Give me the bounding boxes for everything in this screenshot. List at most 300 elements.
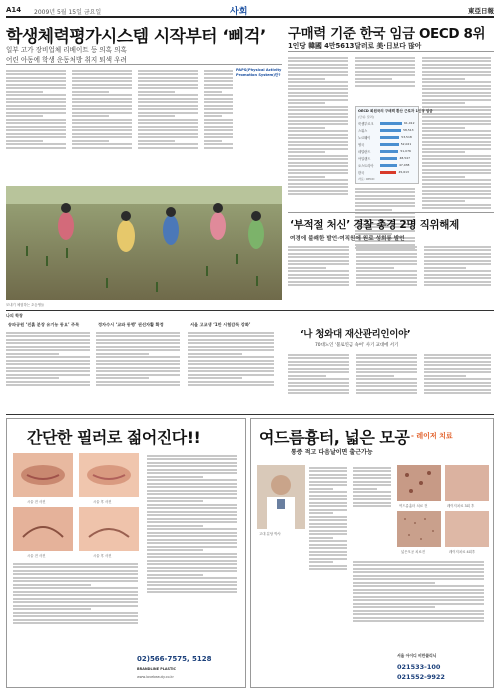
text-line <box>309 533 347 535</box>
text-line <box>309 551 347 553</box>
police-body-col-2 <box>356 244 420 304</box>
text-line <box>355 57 415 59</box>
text-line <box>288 92 348 94</box>
text-line <box>355 198 415 200</box>
text-line <box>138 119 198 121</box>
text-line <box>13 598 138 600</box>
text-line <box>6 360 90 362</box>
text-line <box>138 77 198 79</box>
text-line <box>353 498 391 500</box>
text-line <box>138 126 198 128</box>
text-line <box>309 512 333 514</box>
text-line <box>422 158 491 160</box>
text-line <box>188 342 274 344</box>
ad-label-1: 시술 전 사진 <box>27 500 46 504</box>
text-line <box>422 127 465 129</box>
ad-acne-text-2 <box>353 465 393 525</box>
text-line <box>288 141 348 143</box>
text-line <box>424 382 491 384</box>
text-line <box>188 367 274 369</box>
text-line <box>288 249 349 251</box>
text-line <box>147 490 237 492</box>
ad-label-4: 시술 후 사진 <box>93 554 112 558</box>
text-line <box>138 80 198 82</box>
text-line <box>147 539 237 541</box>
chart-category-label: 아일랜드 <box>358 157 371 161</box>
text-line <box>355 71 415 73</box>
text-line <box>356 364 417 366</box>
text-line <box>355 64 415 66</box>
text-line <box>288 130 348 132</box>
text-line <box>147 591 237 593</box>
text-line <box>96 363 180 365</box>
text-line <box>288 162 348 164</box>
text-line <box>204 108 233 110</box>
text-line <box>96 356 180 358</box>
text-line <box>355 85 415 87</box>
text-line <box>288 165 348 167</box>
text-line <box>204 147 233 149</box>
farm-photo <box>6 186 282 300</box>
text-line <box>6 77 66 79</box>
chart-bar <box>380 143 399 147</box>
text-line <box>422 190 491 192</box>
text-line <box>353 592 484 594</box>
text-line <box>422 92 491 94</box>
text-line <box>353 474 391 476</box>
text-line <box>138 112 198 114</box>
text-line <box>355 67 415 69</box>
text-line <box>72 140 109 142</box>
text-line <box>6 363 90 365</box>
text-line <box>147 483 237 485</box>
text-line <box>422 179 491 181</box>
acne-label-2: 레이저치료 3회 후 <box>447 504 475 508</box>
text-line <box>288 78 325 80</box>
text-line <box>6 367 90 369</box>
text-line <box>353 502 391 504</box>
text-line <box>355 205 415 207</box>
text-line <box>96 367 180 369</box>
police-body-col-1 <box>288 244 352 304</box>
text-line <box>309 523 347 525</box>
text-line <box>204 101 233 103</box>
text-line <box>147 476 203 478</box>
text-line <box>288 274 349 276</box>
text-line <box>422 116 491 118</box>
text-line <box>288 183 348 185</box>
text-line <box>353 578 484 580</box>
text-line <box>147 528 237 530</box>
chart-category-label: 룩셈부르크 <box>358 122 374 126</box>
section-title: 사회 <box>230 7 248 17</box>
text-line <box>147 514 237 516</box>
text-line <box>309 540 347 542</box>
text-line <box>188 335 274 337</box>
text-line <box>13 580 138 582</box>
text-line <box>288 137 348 139</box>
text-line <box>356 263 417 265</box>
text-line <box>288 277 349 279</box>
text-line <box>288 155 348 157</box>
text-line <box>288 57 348 59</box>
text-line <box>138 70 198 72</box>
text-line <box>356 270 417 272</box>
text-line <box>422 74 491 76</box>
text-line <box>288 371 349 373</box>
text-line <box>6 140 43 142</box>
farm-photo-illustration <box>6 186 282 300</box>
text-line <box>72 91 109 93</box>
chart-unit: (단위: 달러) <box>358 115 374 119</box>
text-line <box>6 70 66 72</box>
text-line <box>353 568 484 570</box>
text-line <box>288 71 348 73</box>
text-line <box>422 204 491 206</box>
text-line <box>356 375 394 377</box>
text-line <box>288 116 348 118</box>
text-line <box>188 384 274 386</box>
text-line <box>288 106 348 108</box>
text-line <box>353 470 391 472</box>
text-line <box>424 392 491 394</box>
fundraise-body-col-2 <box>356 352 420 412</box>
text-line <box>138 73 198 75</box>
page-header <box>6 4 494 18</box>
text-line <box>72 112 132 114</box>
text-line <box>353 596 484 598</box>
text-line <box>356 357 417 359</box>
text-line <box>288 144 348 146</box>
text-line <box>353 561 484 563</box>
text-line <box>288 176 325 178</box>
text-line <box>138 129 198 131</box>
pore-before-photo <box>397 511 441 547</box>
bottom-col1-text <box>6 330 94 410</box>
text-line <box>204 129 233 131</box>
text-line <box>188 349 274 351</box>
text-line <box>147 518 237 520</box>
text-line <box>288 357 349 359</box>
text-line <box>6 87 66 89</box>
text-line <box>204 73 233 75</box>
text-line <box>96 353 149 355</box>
text-line <box>6 143 66 145</box>
text-line <box>204 98 233 100</box>
text-line <box>147 511 237 513</box>
chart-value-label: 45,613 <box>398 170 409 174</box>
text-line <box>356 274 417 276</box>
text-line <box>204 94 233 96</box>
text-line <box>147 532 237 534</box>
text-line <box>288 256 349 258</box>
text-line <box>96 370 180 372</box>
chart-bar <box>380 164 397 168</box>
text-line <box>204 126 233 128</box>
text-line <box>309 544 347 546</box>
text-line <box>309 568 347 570</box>
text-line <box>288 85 348 87</box>
text-line <box>6 115 43 117</box>
wage-subheadline: 1인당 韓國 4만5613달러로 美·日보다 많아 <box>288 42 422 50</box>
text-line <box>353 505 391 507</box>
text-line <box>424 274 491 276</box>
text-line <box>147 553 237 555</box>
text-line <box>288 270 349 272</box>
text-line <box>422 155 491 157</box>
text-line <box>96 381 180 383</box>
text-line <box>204 70 233 72</box>
text-line <box>188 360 274 362</box>
text-line <box>424 249 491 251</box>
text-line <box>147 584 237 586</box>
text-line <box>138 147 198 149</box>
text-line <box>147 542 237 544</box>
ad-filler <box>6 418 246 688</box>
chart-value-label: 47,038 <box>398 163 410 167</box>
text-line <box>6 73 66 75</box>
text-line <box>422 186 491 188</box>
text-line <box>96 346 180 348</box>
text-line <box>288 375 326 377</box>
text-line <box>72 136 132 138</box>
text-line <box>422 176 465 178</box>
text-line <box>353 599 484 601</box>
text-line <box>204 112 233 114</box>
text-line <box>204 122 233 124</box>
text-line <box>72 147 132 149</box>
text-line <box>72 80 132 82</box>
text-line <box>188 339 274 341</box>
divider <box>6 414 494 415</box>
text-line <box>356 371 417 373</box>
acne-after-photo <box>445 465 489 501</box>
text-line <box>309 519 347 521</box>
text-line <box>138 108 198 110</box>
text-line <box>288 361 349 363</box>
text-line <box>188 377 242 379</box>
text-line <box>356 392 417 394</box>
body-text-col-2 <box>72 68 134 186</box>
text-line <box>188 332 274 334</box>
ad-acne-title-suffix: - 레이저 치료 <box>411 432 453 440</box>
ad-filler-url: www.lovebeauty.co.kr <box>137 675 174 679</box>
text-line <box>309 498 347 500</box>
publish-date: 2009년 5월 15일 금요일 <box>34 9 102 16</box>
text-line <box>288 151 325 153</box>
bottom-col2-text <box>96 330 184 410</box>
pore-after-photo <box>445 511 489 547</box>
text-line <box>422 183 491 185</box>
text-line <box>309 505 347 507</box>
text-line <box>13 570 138 572</box>
text-line <box>147 567 237 569</box>
text-line <box>288 158 348 160</box>
chart-category-label: 영국 <box>358 143 365 147</box>
text-line <box>6 349 90 351</box>
text-line <box>422 137 491 139</box>
text-line <box>309 561 333 563</box>
chart-title: OECD 회원국의 구매력 환산 근로자 1인당 임금 <box>358 109 433 113</box>
text-line <box>188 346 274 348</box>
text-line <box>424 371 491 373</box>
chart-value-label: 48,547 <box>399 156 410 160</box>
text-line <box>422 193 491 195</box>
text-line <box>13 601 138 603</box>
text-line <box>309 495 347 497</box>
text-line <box>422 71 491 73</box>
text-line <box>13 608 91 610</box>
text-line <box>147 462 237 464</box>
after-photo-2 <box>79 507 139 551</box>
text-line <box>288 193 348 195</box>
text-line <box>6 126 66 128</box>
text-line <box>72 101 132 103</box>
text-line <box>309 547 347 549</box>
text-line <box>147 549 203 551</box>
ad-acne-text-1 <box>309 465 349 615</box>
chart-category-label: 네덜란드 <box>358 150 371 154</box>
text-line <box>422 102 465 104</box>
text-line <box>147 560 237 562</box>
chart-bar <box>380 157 397 161</box>
text-line <box>355 191 415 193</box>
chart-value-label: 61,012 <box>404 121 415 125</box>
police-body-col-3 <box>424 244 494 304</box>
divider <box>6 310 494 311</box>
text-line <box>13 622 138 624</box>
text-line <box>288 364 349 366</box>
text-line <box>204 80 233 82</box>
wage-body-col-3 <box>422 55 494 275</box>
text-line <box>424 368 491 370</box>
text-line <box>72 133 132 135</box>
text-line <box>288 378 349 380</box>
text-line <box>138 94 198 96</box>
text-line <box>424 385 491 387</box>
text-line <box>138 133 198 135</box>
text-line <box>288 392 349 394</box>
text-line <box>355 188 415 190</box>
ad-filler-text-2 <box>13 561 143 651</box>
ad-acne-phone-1: 021533-100 <box>397 663 441 671</box>
text-line <box>13 612 138 614</box>
text-line <box>422 57 491 59</box>
acne-label-3: 넓은모공 치료전 <box>401 550 426 554</box>
text-line <box>147 504 237 506</box>
text-line <box>309 488 333 490</box>
acne-label-4: 레이저치료 4회후 <box>449 550 476 554</box>
text-line <box>188 370 274 372</box>
doctor-name: 고대 분당 박사 <box>259 532 281 536</box>
text-line <box>6 94 66 96</box>
text-line <box>6 91 43 93</box>
photo-caption: 모내기 체험하는 초등생들 <box>6 303 45 307</box>
chart-category-label: 스위스 <box>358 129 368 133</box>
text-line <box>204 119 233 121</box>
text-line <box>309 530 347 532</box>
text-line <box>6 122 66 124</box>
chart-value-label: 53,518 <box>401 135 412 139</box>
text-line <box>309 509 347 511</box>
text-line <box>6 335 90 337</box>
text-line <box>147 500 203 502</box>
chart-value-label: 51,076 <box>400 149 411 153</box>
text-line <box>424 389 491 391</box>
text-line <box>72 126 132 128</box>
text-line <box>422 197 491 199</box>
text-line <box>6 384 90 386</box>
chart-category-label: 노르웨이 <box>358 136 371 140</box>
text-line <box>6 381 90 383</box>
text-line <box>96 349 180 351</box>
text-line <box>288 74 348 76</box>
text-line <box>96 360 180 362</box>
text-line <box>424 256 491 258</box>
text-line <box>138 105 198 107</box>
text-line <box>356 267 394 269</box>
text-line <box>422 120 491 122</box>
text-line <box>353 564 484 566</box>
text-line <box>6 353 59 355</box>
divider <box>288 212 494 213</box>
text-line <box>309 477 347 479</box>
text-line <box>147 507 237 509</box>
text-line <box>356 368 417 370</box>
text-line <box>72 98 132 100</box>
text-line <box>356 385 417 387</box>
text-line <box>147 574 203 576</box>
text-line <box>422 99 491 101</box>
text-line <box>356 354 417 356</box>
text-line <box>356 389 417 391</box>
text-line <box>309 526 347 528</box>
text-line <box>13 591 138 593</box>
text-line <box>13 594 138 596</box>
text-line <box>96 335 180 337</box>
text-line <box>309 502 347 504</box>
text-line <box>288 109 348 111</box>
text-line <box>72 122 132 124</box>
text-line <box>422 85 491 87</box>
ad-label-2: 시술 후 사진 <box>93 500 112 504</box>
text-line <box>424 260 491 262</box>
text-line <box>422 165 491 167</box>
text-line <box>147 577 237 579</box>
text-line <box>147 486 237 488</box>
text-line <box>147 458 237 460</box>
text-line <box>188 356 274 358</box>
text-line <box>288 267 326 269</box>
text-line <box>309 516 347 518</box>
text-line <box>288 60 348 62</box>
text-line <box>424 263 491 265</box>
text-line <box>96 377 149 379</box>
chart-bar <box>380 150 398 154</box>
text-line <box>147 525 203 527</box>
ad-filler-clinic: BRANDLINE PLASTIC <box>137 667 177 671</box>
text-line <box>147 556 237 558</box>
text-line <box>288 169 348 171</box>
text-line <box>353 495 391 497</box>
text-line <box>96 384 180 386</box>
after-photo-1 <box>79 453 139 497</box>
text-line <box>72 108 132 110</box>
text-line <box>147 546 237 548</box>
text-line <box>356 361 417 363</box>
text-line <box>288 179 348 181</box>
text-line <box>353 467 391 469</box>
